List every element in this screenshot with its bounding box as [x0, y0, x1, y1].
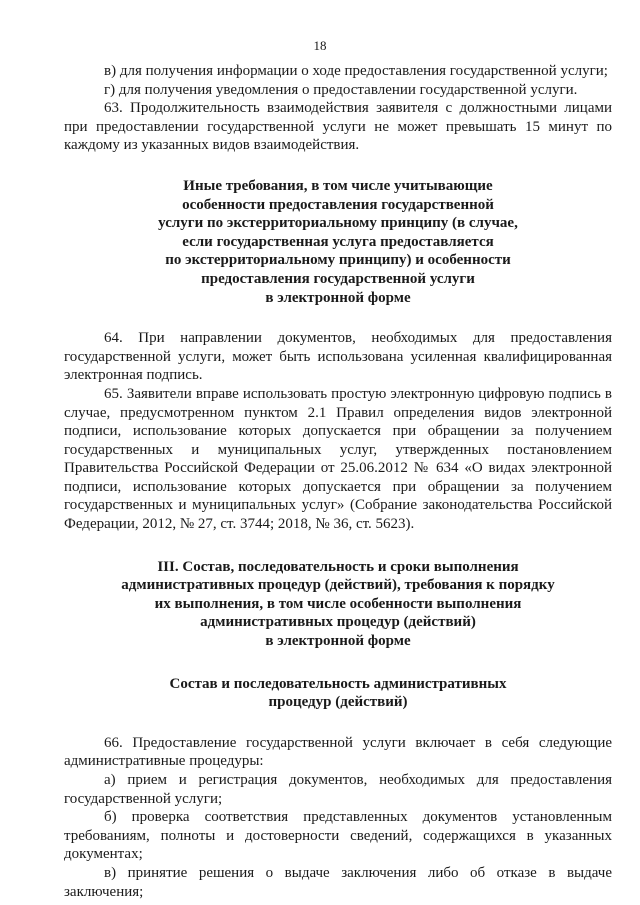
heading-line: III. Состав, последовательность и сроки выполнения — [157, 558, 519, 575]
heading-line: по экстерриториальному принципу) и особенности — [165, 252, 511, 269]
paragraph-item-v: в) принятие решения о выдаче заключения либо об отказе в выдаче заключения; — [64, 864, 612, 900]
heading-line: особенности предоставления государственной — [182, 196, 494, 213]
heading-line: в электронной форме — [265, 289, 411, 306]
section-heading-other-requirements — [64, 177, 612, 307]
subsection-heading-procedures — [64, 675, 612, 712]
paragraph-item-a: а) прием и регистрация документов, необходимых для предоставления государственной услуги; — [64, 772, 612, 807]
paragraph-66: 66. Предоставление государственной услуги включает в себя следующие административные процедуры: — [64, 734, 612, 770]
paragraph-item-g: г) для получения уведомления о предоставлении государственной услуги. — [104, 81, 578, 98]
document-body — [64, 62, 612, 901]
paragraph-item-v: в) для получения информации о ходе предоставления государственной услуги; — [104, 63, 608, 79]
heading-line: предоставления государственной услуги — [201, 270, 475, 287]
heading-line: процедур (действий) — [268, 694, 408, 711]
heading-line: административных процедур (действий) — [200, 614, 476, 631]
heading-line: Состав и последовательность административных — [169, 675, 507, 692]
paragraph-65: 65. Заявители вправе использовать простую электронную цифровую подпись в случае, предусмотренном пунктом 2.1 Правил определения видов электронной подписи, использование которых допускается при обращении за получением государственных и муниципальных услуг, утвержденных постановлением Правительства Российской Федерации от 25.06.2012 № 634 «О видах электронной подписи, использование которых допускается при обращении за получением государственных и муниципальных услуг» (Собрание законодательства Российской Федерации, 2012, № 27, ст. 3744; 2018, № 36, ст. 5623). — [64, 385, 612, 533]
heading-line: если государственная услуга предоставляется — [182, 233, 494, 250]
heading-line: их выполнения, в том числе особенности выполнения — [154, 595, 522, 612]
heading-line: услуги по экстерриториальному принципу (в случае, — [158, 215, 518, 232]
page-number: 18 — [313, 38, 327, 53]
paragraph-63: 63. Продолжительность взаимодействия заявителя с должностными лицами при предоставлении государственной услуги не может превышать 15 минут по каждому из указанных видов взаимодействия. — [64, 100, 612, 154]
section-heading-iii — [64, 558, 612, 651]
heading-line: в электронной форме — [265, 633, 411, 650]
paragraph-64: 64. При направлении документов, необходимых для предоставления государственной услуги, может быть использована усиленная квалифицированная электронная подпись. — [64, 330, 612, 384]
paragraph-item-b: б) проверка соответствия представленных документов установленным требованиям, полноты и достоверности сведений, содержащихся в указанных документах; — [64, 809, 612, 863]
heading-line: административных процедур (действий), требования к порядку — [121, 577, 555, 594]
heading-line: Иные требования, в том числе учитывающие — [183, 177, 493, 194]
